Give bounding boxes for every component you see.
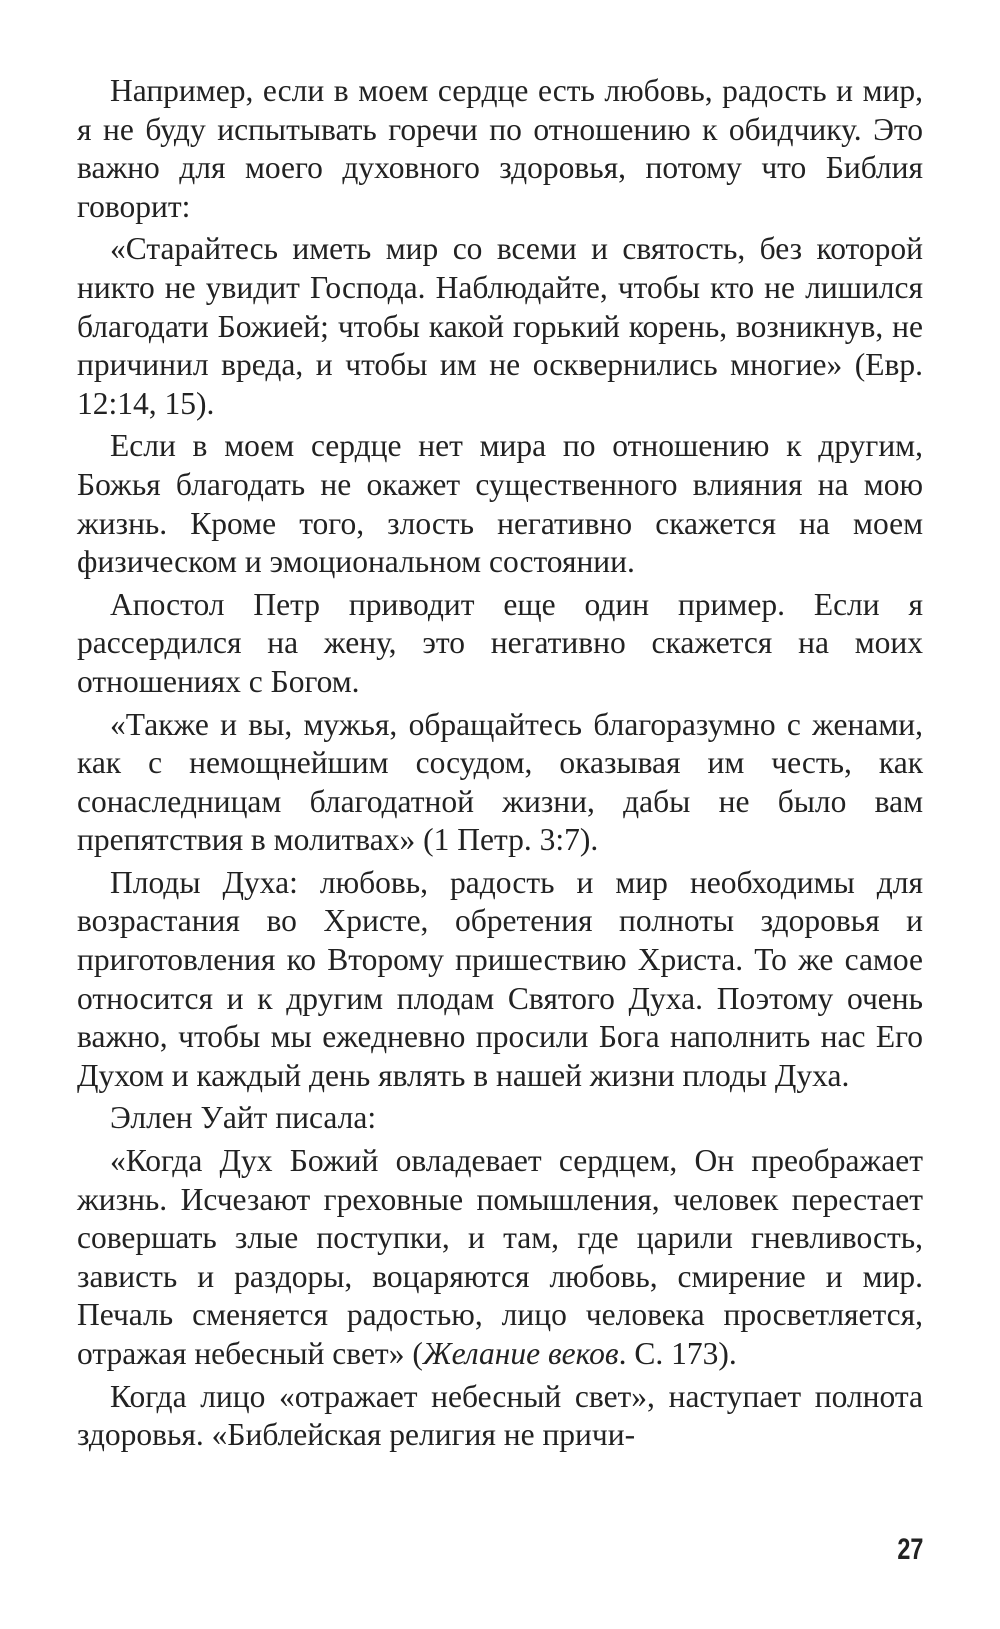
paragraph: Апостол Петр приводит еще один пример. Если я рассердился на жену, это негативно скажется на моих отношениях с Богом. [77, 586, 923, 699]
paragraph: Например, если в моем сердце есть любовь, радость и мир, я не буду испытывать горечи по отношению к обидчику. Это важно для моего духовного здоровья, потому что Библия говорит: [77, 73, 923, 224]
bible-quote-paragraph: «Также и вы, мужья, обращайтесь благоразумно с женами, как с немощнейшим сосудом, оказывая им честь, как сонаследницам благодатной жизни, дабы не было вам препятствия в молитвах» (1 Петр. 3:7). [77, 706, 923, 858]
bible-quote-paragraph: «Старайтесь иметь мир со всеми и святость, без которой никто не увидит Господа. Наблюдайте, чтобы кто не лишился благодати Божией; чтобы какой горький корень, возникнув, не причинил вреда, и чтобы им не осквернились многие» (Евр. 12:14, 15). [77, 231, 923, 421]
page-number: 27 [896, 1533, 923, 1566]
paragraph: Плоды Духа: любовь, радость и мир необходимы для возрастания во Христе, обретения полноты здоровья и приготовления ко Второму пришествию Христа. То же самое относится и к другим плодам Святого Духа. Поэтому очень важно, чтобы мы ежедневно просили Бога наполнить нас Его Духом и каждый день являть в нашей жизни плоды Духа. [77, 864, 923, 1093]
body-text [77, 72, 923, 1455]
paragraph: Когда лицо «отражает небесный свет», наступает полнота здоровья. «Библейская религия не причи- [77, 1378, 923, 1453]
quote-reference: . С. 173). [618, 1336, 737, 1371]
paragraph: Эллен Уайт писала: [110, 1100, 377, 1136]
paragraph: Если в моем сердце нет мира по отношению к другим, Божья благодать не окажет существенного влияния на мою жизнь. Кроме того, злость негативно скажется на моем физическом и эмоциональном состоянии. [77, 428, 923, 580]
book-title: Желание веков [422, 1336, 619, 1371]
quote-text: «Когда Дух Божий овладевает сердцем, Он преображает жизнь. Исчезают греховные помышления, человек перестает совершать злые поступки, и там, где царили гневливость, зависть и раздоры, воцаряются любовь, смирение и мир. Печаль сменяется радостью, лицо человека просветляется, отражая небесный свет» ( [77, 1143, 923, 1371]
quote-paragraph [77, 1142, 923, 1374]
